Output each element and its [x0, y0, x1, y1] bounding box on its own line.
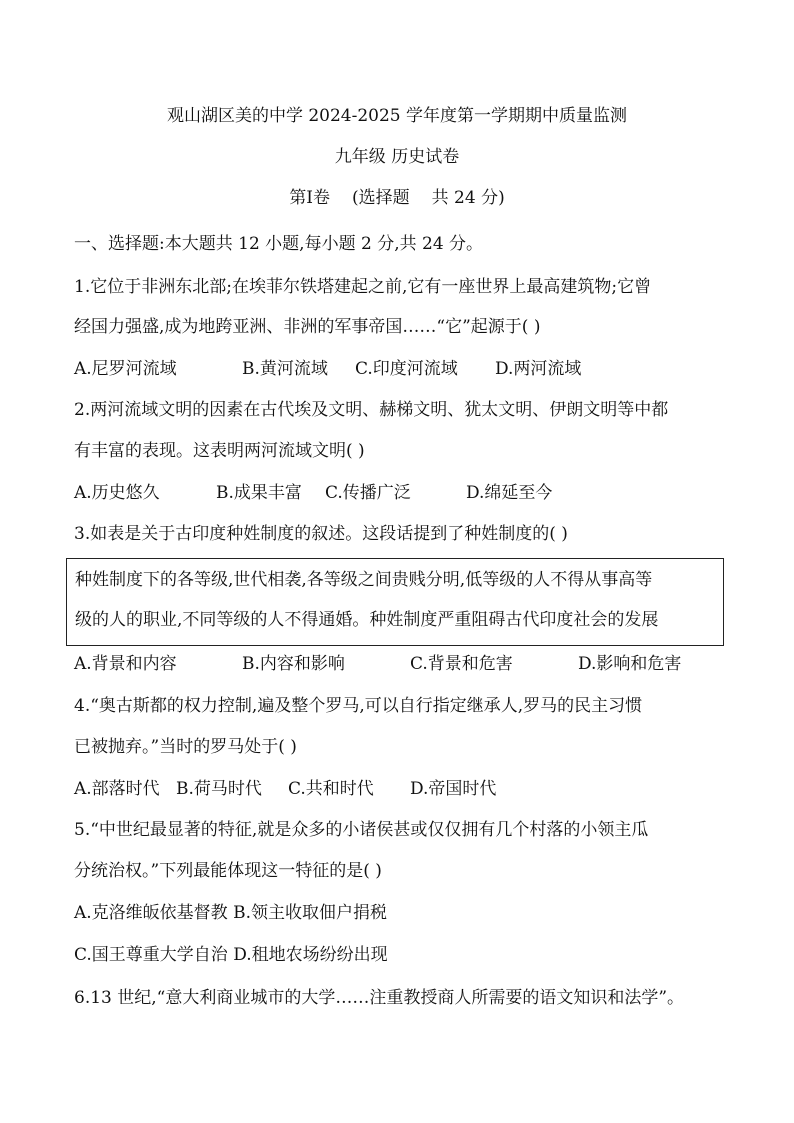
question-2-line-2: 有丰富的表现。这表明两河流域文明( ): [74, 441, 365, 461]
option-c: C.传播广泛: [325, 483, 411, 503]
option-d: D.绵延至今: [466, 483, 553, 503]
option-c: C.背景和危害: [410, 654, 513, 674]
volume-heading: [0, 186, 794, 210]
option-c: C.印度河流域: [355, 359, 458, 379]
question-3-options: [74, 652, 681, 676]
question-5-options-row-1: A.克洛维皈依基督教 B.领主收取佃户捐税: [74, 903, 387, 923]
option-d: D.帝国时代: [410, 779, 497, 799]
volume-total: 共 24 分): [431, 188, 505, 208]
quote-line-1: 种姓制度下的各等级,世代相袭,各等级之间贵贱分明,低等级的人不得从事高等: [75, 570, 653, 590]
option-b: B.内容和影响: [242, 654, 345, 674]
question-1-options: [74, 357, 581, 381]
option-c: C.共和时代: [288, 779, 374, 799]
question-6-line-1: 6.13 世纪,“意大利商业城市的大学……注重教授商人所需要的语文知识和法学”。: [74, 988, 685, 1008]
option-a: A.部落时代: [74, 779, 160, 799]
question-2-options: [74, 481, 552, 505]
volume-note: (选择题: [352, 188, 410, 208]
option-d: D.两河流域: [495, 359, 582, 379]
volume-label: 第Ⅰ卷: [289, 188, 330, 208]
option-a: A.背景和内容: [74, 654, 177, 674]
question-4-line-2: 已被抛弃。”当时的罗马处于( ): [74, 737, 297, 757]
question-3-line-1: 3.如表是关于古印度种姓制度的叙述。这段话提到了种姓制度的( ): [74, 524, 568, 544]
option-a: A.尼罗河流域: [74, 359, 177, 379]
option-d: D.影响和危害: [578, 654, 682, 674]
quote-line-2: 级的人的职业,不同等级的人不得通婚。种姓制度严重阻碍古代印度社会的发展: [75, 610, 659, 630]
option-b: B.荷马时代: [176, 779, 262, 799]
question-3-quote-box: [66, 558, 724, 646]
question-4-line-1: 4.“奥古斯都的权力控制,遍及整个罗马,可以自行指定继承人,罗马的民主习惯: [74, 696, 643, 716]
exam-title: 观山湖区美的中学 2024-2025 学年度第一学期期中质量监测: [166, 106, 628, 126]
exam-subtitle: 九年级 历史试卷: [334, 147, 460, 167]
question-5-options-row-2: C.国王尊重大学自治 D.租地农场纷纷出现: [74, 945, 388, 965]
question-1-line-2: 经国力强盛,成为地跨亚洲、非洲的军事帝国……“它”起源于( ): [74, 317, 541, 337]
question-5-line-1: 5.“中世纪最显著的特征,就是众多的小诸侯甚或仅仅拥有几个村落的小领主瓜: [74, 820, 649, 840]
option-b: B.成果丰富: [216, 483, 302, 503]
question-1-line-1: 1.它位于非洲东北部;在埃菲尔铁塔建起之前,它有一座世界上最高建筑物;它曾: [74, 277, 652, 297]
question-4-options: [74, 777, 496, 801]
question-2-line-1: 2.两河流域文明的因素在古代埃及文明、赫梯文明、犹太文明、伊朗文明等中都: [74, 400, 669, 420]
section-instruction: 一、选择题:本大题共 12 小题,每小题 2 分,共 24 分。: [74, 234, 484, 254]
option-b: B.黄河流域: [242, 359, 328, 379]
option-a: A.历史悠久: [74, 483, 160, 503]
question-5-line-2: 分统治权。”下列最能体现这一特征的是( ): [74, 861, 382, 881]
